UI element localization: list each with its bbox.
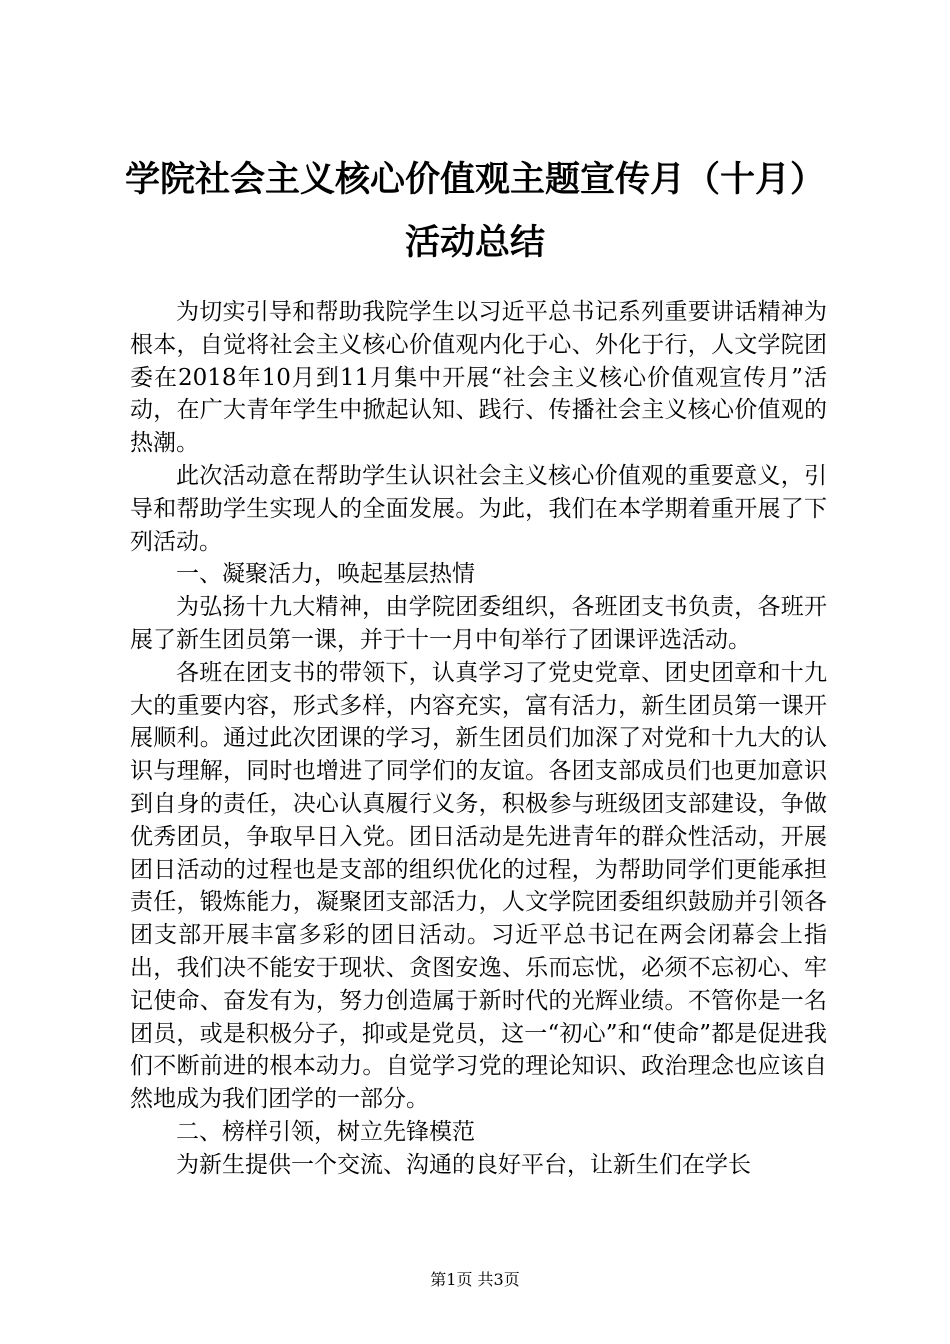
- section-heading-2: 二、榜样引领，树立先锋模范: [176, 1118, 475, 1145]
- paragraph-section1-a: 为弘扬十九大精神，由学院团委组织，各班团支书负责，各班开展了新生团员第一课，并于十一月中旬举行了团课评选活动。: [130, 594, 827, 653]
- paragraph-intro: 为切实引导和帮助我院学生以习近平总书记系列重要讲话精神为根本，自觉将社会主义核心价值观内化于心、外化于行，人文学院团委在2018年10月到11月集中开展“社会主义核心价值观宣传月”活动，在广大青年学生中掀起认知、践行、传播社会主义核心价值观的热潮。: [130, 299, 827, 457]
- page-footer: 第1页 共3页: [430, 1270, 520, 1289]
- document-title-line-1: 学院社会主义核心价值观主题宣传月（十月）: [124, 160, 825, 200]
- paragraph-purpose: 此次活动意在帮助学生认识社会主义核心价值观的重要意义，引导和帮助学生实现人的全面发展。为此，我们在本学期着重开展了下列活动。: [130, 462, 827, 555]
- document-title-line-2: 活动总结: [404, 223, 545, 263]
- paragraph-section1-b: 各班在团支书的带领下，认真学习了党史党章、团史团章和十九大的重要内容，形式多样，内容充实，富有活力，新生团员第一课开展顺利。通过此次团课的学习，新生团员们加深了对党和十九大的认识与理解，同时也增进了同学们的友谊。各团支部成员们也更加意识到自身的责任，决心认真履行义务，积极参与班级团支部建设，争做优秀团员，争取早日入党。团日活动是先进青年的群众性活动，开展团日活动的过程也是支部的组织优化的过程，为帮助同学们更能承担责任，锻炼能力，凝聚团支部活力，人文学院团委组织鼓励并引领各团支部开展丰富多彩的团日活动。习近平总书记在两会闭幕会上指出，我们决不能安于现状、贪图安逸、乐而忘忧，必须不忘初心、牢记使命、奋发有为，努力创造属于新时代的光辉业绩。不管你是一名团员，或是积极分子，抑或是党员，这一“初心”和“使命”都是促进我们不断前进的根本动力。自觉学习党的理论知识、政治理念也应该自然地成为我们团学的一部分。: [130, 659, 827, 1113]
- paragraph-section2-a: 为新生提供一个交流、沟通的良好平台，让新生们在学长: [176, 1151, 751, 1178]
- section-heading-1: 一、凝聚活力，唤起基层热情: [176, 561, 475, 588]
- document-body: [130, 296, 827, 1182]
